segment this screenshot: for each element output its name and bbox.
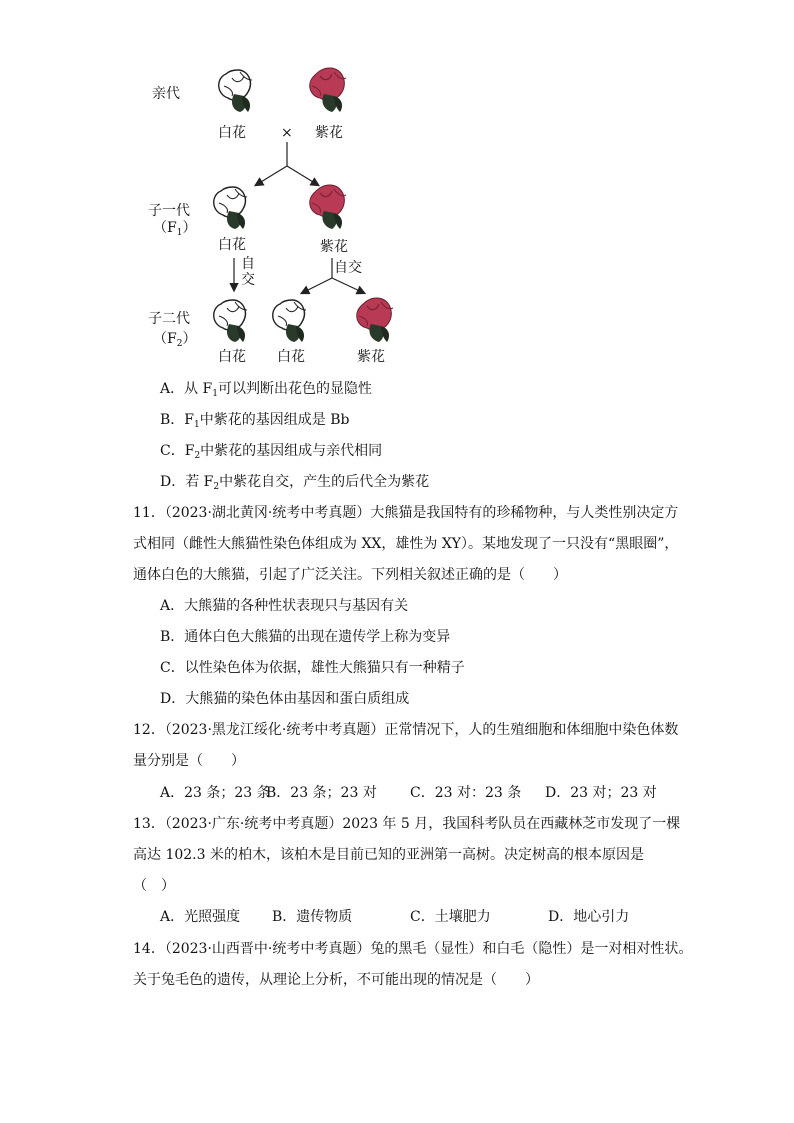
q11-option-c: C．以性染色体为依据，雄性大熊猫只有一种精子: [160, 660, 465, 676]
cross-symbol: ×: [281, 125, 293, 141]
q10-option-d: D．若 $F_2$中紫花自交，产生的后代全为紫花: [160, 474, 430, 492]
q10-option-a: A．从 $F_1$可以判断出花色的显隐性: [160, 381, 373, 399]
f1-left-arrow: [256, 166, 287, 185]
q10-option-b: B．$F_1$中紫花的基因组成是 Bb: [160, 412, 350, 430]
q13-option-c: C．土壤肥力: [410, 909, 491, 925]
q12-stem-line-2: 量分别是（ ）: [133, 753, 245, 769]
f2-middle-arrow: [302, 278, 332, 293]
q13-option-a: A．光照强度: [160, 909, 241, 925]
f1-generation-label: 子一代: [148, 203, 190, 219]
q12-option-d: D．23 对；23 对: [545, 785, 657, 801]
parent-label: 亲代: [152, 86, 180, 102]
q10-option-c: C．$F_2$中紫花的基因组成与亲代相同: [160, 443, 383, 461]
q13-stem-line-2: 高达 102.3 米的柏木，该柏木是目前已知的亚洲第一高树。决定树高的根本原因是: [133, 847, 644, 863]
q13-stem-line-3: （ ）: [133, 878, 175, 894]
self-left-label-1: 自: [241, 256, 255, 272]
self-left-label-2: 交: [241, 272, 255, 288]
parent-purple-label: 紫花: [315, 125, 343, 141]
f1-purple-flower-icon: [310, 185, 346, 229]
self-right-label: 自交: [334, 260, 362, 276]
q14-stem-line-2: 关于兔毛色的遗传，从理论上分析，不可能出现的情况是（ ）: [133, 972, 539, 988]
q12-option-a: A．23 条；23 条: [160, 785, 271, 801]
q12-option-b: B．23 条；23 对: [266, 785, 377, 801]
f2-white-flower-2-icon: [273, 300, 306, 342]
f1-white-label: 白花: [218, 237, 246, 253]
f1-purple-label: 紫花: [320, 239, 348, 255]
q11-stem-line-3: 通体白色的大熊猫，引起了广泛关注。下列相关叙述正确的是（ ）: [133, 567, 567, 583]
f1-generation-symbol: $(F_1)$: [153, 220, 197, 238]
f1-right-arrow: [287, 166, 318, 185]
f2-purple-flower-icon: [357, 298, 393, 342]
q11-stem-line-2: 式相同（雌性大熊猫性染色体组成为 XX，雄性为 XY）。某地发现了一只没有“黑眼圈”，: [133, 536, 679, 552]
q11-option-b: B．通体白色大熊猫的出现在遗传学上称为变异: [160, 629, 451, 645]
f2-right-arrow: [332, 278, 364, 293]
q13-stem-line-1: 13．（2023·广东·统考中考真题）2023 年 5 月，我国科考队员在西藏林芝市发现了一棵: [133, 816, 681, 832]
f2-white-label-1: 白花: [218, 349, 246, 365]
q11-stem-line-1: 11．（2023·湖北黄冈·统考中考真题）大熊猫是我国特有的珍稀物种，与人类性别决定方: [133, 505, 679, 521]
parent-white-flower-icon: [219, 70, 252, 112]
f2-generation-label: 子二代: [148, 311, 190, 327]
f2-generation-symbol: $(F_2)$: [153, 331, 197, 349]
parent-white-label: 白花: [218, 125, 246, 141]
f1-white-flower-icon: [214, 187, 247, 229]
q12-stem-line-1: 12．（2023·黑龙江绥化·统考中考真题）正常情况下，人的生殖细胞和体细胞中染色体数: [133, 722, 679, 738]
q13-option-d: D．地心引力: [548, 909, 630, 925]
q11-option-d: D．大熊猫的染色体由基因和蛋白质组成: [160, 691, 410, 707]
q11-option-a: A．大熊猫的各种性状表现只与基因有关: [160, 598, 409, 614]
q12-option-c: C．23 对：23 条: [410, 785, 522, 801]
f2-white-label-2: 白花: [277, 349, 305, 365]
inheritance-diagram: [0, 0, 794, 380]
q13-option-b: B．遗传物质: [272, 909, 353, 925]
parent-purple-flower-icon: [310, 68, 346, 112]
f2-white-flower-1-icon: [214, 300, 247, 342]
f2-purple-label: 紫花: [357, 349, 385, 365]
q14-stem-line-1: 14．（2023·山西晋中·统考中考真题）兔的黑毛（显性）和白毛（隐性）是一对相对性状。: [133, 941, 693, 957]
